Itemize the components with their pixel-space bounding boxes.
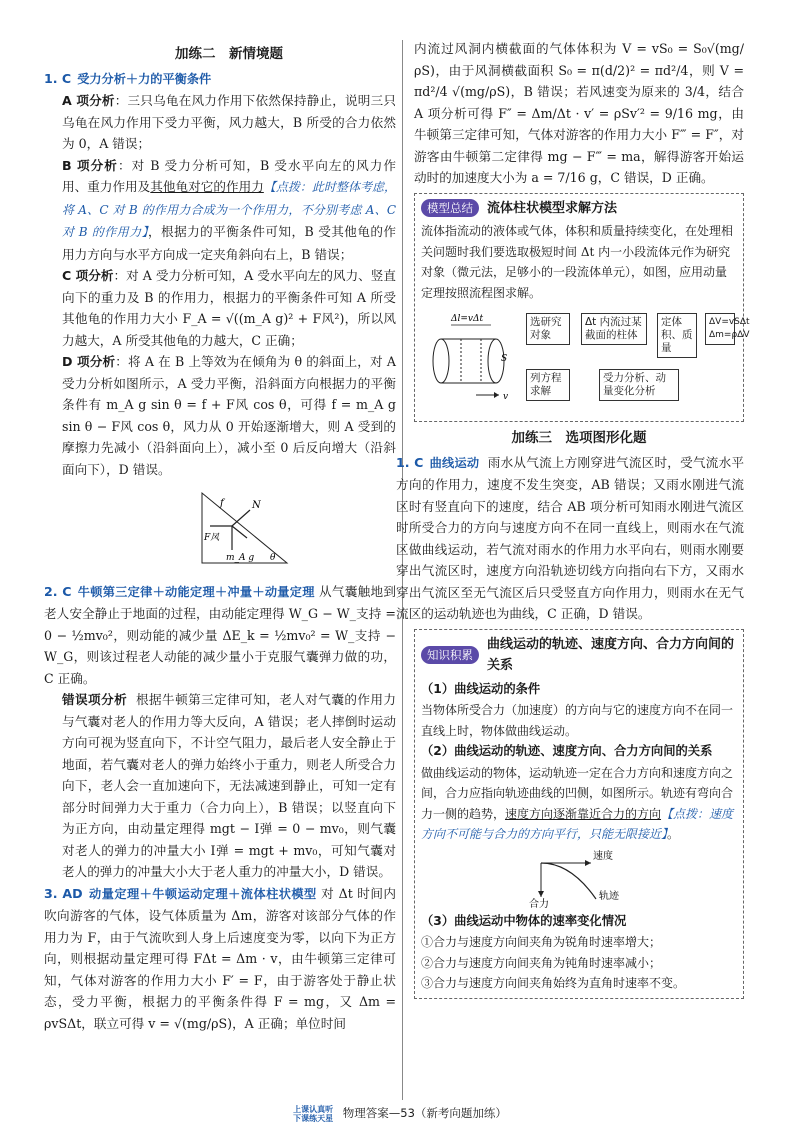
question-2 (44, 581, 397, 883)
model-summary-box (414, 193, 750, 423)
track-label: 轨迹 (599, 890, 619, 902)
option-d-label: D 项分析 (62, 354, 116, 369)
option-b-label: B 项分析 (62, 157, 118, 173)
knowledge-box (414, 629, 744, 999)
option-c-text: ：对 A 受力分析可知，A 受水平向左的风力、竖直向下的重力及 B 的作用力，根据力的平衡条件可知 A 所受其他龟的作用力大小 F_A = √((m_A g)² + F风²)，所以风力越大，A 所受其他龟的力越大，C 正确； (62, 268, 396, 348)
knowledge-badge: 知识积累 (421, 646, 479, 664)
flow-step-1: 选研究对象 (526, 313, 570, 345)
topic-tag: 受力分析＋力的平衡条件 (77, 71, 212, 86)
left-column (44, 38, 397, 1034)
delta-l-label: Δl=vΔt (451, 314, 484, 324)
question-3 (44, 883, 396, 1035)
knowledge-text-2a: 做曲线运动的物体，运动轨迹一定在合力方向和速度方向之间，合力应指向轨迹曲线的凹侧，如图所示。轨迹有弯向合力一侧的趋势， (421, 765, 734, 821)
knowledge-heading-1: （1）曲线运动的条件 (421, 681, 541, 696)
curve-motion-diagram (501, 847, 651, 909)
logo-line-1: 上课认真听 (293, 1104, 334, 1114)
q3-continued: 内流过风洞内横截面的气体体积为 V = vS₀ = S₀√(mg/ρS)，由于风洞横截面积 S₀ = π(d/2)² = πd²/4，则 V = πd²/4 √(mg/ρS)，B 错误；若风速变为原来的 3/4，结合 A 项分析可得 F″ = Δm/Δt · v′ = ρSv′² = 9/16 mg，由牛顿第三定律可知，气体对游客的作用力大小 F‴ = F″，对游客由牛顿第二定律得 mg − F‴ = ma，解得游客开始运动时的加速度大小为 a = 7/16 g，C 错误，D 正确。 (414, 41, 744, 185)
logo-line-2: 下课练天星 (293, 1113, 334, 1123)
wrong-option-text: 根据牛顿第三定律可知，老人对气囊的作用力与气囊对老人的作用力等大反向，A 错误；老人摔倒时运动方向可视为竖直向下，不计空气阻力，最后老人安全静止于地面，若气囊对老人的弹力始终小于重力，则老人所受合力向下，老人会一直加速向下，无法减速到静止，可知一定有部分时间弹力大于重力（合力向上），B 错误；以竖直向下为正方向，由动量定理得 mgt − I弹 = 0 − mv₀，则气囊对老人的弹力的冲量大小 I弹 = mgt + mv₀，可知气囊对老人的弹力的冲量大小大于老人重力的冲量大小，D 错误。 (62, 692, 397, 879)
wrong-option-label: 错误项分析 (62, 692, 128, 707)
answer-number: 2. C (44, 583, 72, 599)
section3-q1-text: 雨水从气流上方刚穿进气流区时，受气流水平方向的作用力，速度不发生突变，AB 错误；又雨水刚进气流区时有竖直向下的速度，结合 AB 项分析可知雨水刚进气流区时所受合力的方向与速度方向不在同一直线上，则雨水在气流区做曲线运动，若气流对雨水的作用力水平向右，则雨水刚要穿出气流区时，速度方向沿轨迹切线方向指向右下方，又雨水穿出气流区至无气流区后只受竖直方向作用力，则雨水在无气流区的运动轨迹也为曲线，C 正确，D 错误。 (396, 454, 744, 621)
topic-tag: 牛顿第三定律＋动能定理＋冲量＋动量定理 (77, 584, 315, 599)
option-c-label: C 项分析 (62, 268, 114, 283)
knowledge-title: 曲线运动的轨迹、速度方向、合力方向间的关系 (487, 636, 735, 673)
flow-step-6: 列方程求解 (526, 369, 570, 401)
answer-number: 1. C (396, 454, 424, 470)
question-1 (44, 68, 397, 581)
knowledge-item-1: ①合力与速度方向间夹角为锐角时速率增大； (421, 935, 662, 949)
option-b-text-1: ：对 B 受力分析可知，B 受水平向左的风力作用、重力作用及 (62, 157, 396, 194)
topic-tag: 曲线运动 (429, 455, 480, 470)
option-a-label: A 项分析 (62, 93, 115, 108)
incline-force-diagram (192, 488, 302, 568)
flow-step-2: Δt 内流过某截面的柱体 (581, 313, 647, 345)
option-b-text-2: ，根据力的平衡条件可知，B 受其他龟的作用力方向与水平方向成一定夹角斜向右上，B 错误； (62, 224, 396, 262)
section3-question-1 (396, 452, 744, 625)
q2-text: 从气囊触地到老人安全静止于地面的过程，由动能定理得 W_G − W_支持 = 0 − ½mv₀²，则动能的减少量 ΔE_k = ½mv₀² = W_支持 − W_G，则该过程老人动能的减少量小于克服气囊弹力做的功，C 正确。 (44, 583, 396, 686)
force-label: 合力 (529, 898, 549, 909)
s-label: S (501, 354, 508, 364)
label-n: N (252, 500, 261, 511)
label-gravity: m_A g (226, 553, 255, 563)
velocity-label: 速度 (593, 850, 613, 862)
knowledge-item-2: ②合力与速度方向间夹角为钝角时速率减小； (421, 955, 662, 970)
q3-text: 对 Δt 时间内吹向游客的气体，设气体质量为 Δm，游客对该部分气体的作用力为 F，由于气流吹到人身上后速度变为零，以向下为正方向，则根据动量定理可得 FΔt = Δm · v，由牛顿第三定律可知，气体对游客的作用力大小 F′ = F，由于游客处于静止状态，受力平衡，根据力的平衡条件得 F = mg，又 Δm = ρvSΔt，联立可得 v = √(mg/ρS)，A 正确；单位时间 (44, 885, 396, 1031)
section-title-3: 加练三 选项图形化题 (511, 430, 647, 446)
fluid-column-diagram (421, 311, 516, 406)
option-b-note: 【点拨：此时整体考虑，将 A、C 对 B 的作用力合成为一个作用力，不分别考虑 A、C 对 B 的作用力】 (62, 180, 397, 239)
knowledge-heading-3: （3）曲线运动中物体的速率变化情况 (421, 913, 627, 928)
knowledge-text-2 (421, 763, 737, 845)
label-theta: θ (270, 553, 276, 563)
footer-text: 物理答案—53（新考向题加练） (342, 1106, 507, 1120)
publisher-logo (293, 1105, 333, 1123)
flow-step-3: 定体积、质量 (657, 313, 697, 358)
knowledge-text-1: 当物体所受合力（加速度）的方向与它的速度方向不在同一直线上时，物体做曲线运动。 (421, 703, 734, 738)
knowledge-text-2b: 。 (667, 827, 680, 841)
flowchart (421, 307, 750, 417)
label-f: f (220, 498, 224, 509)
knowledge-note: 【点拨：速度方向不可能与合力的方向平行，只能无限接近】 (421, 806, 734, 841)
knowledge-item-3: ③合力与速度方向间夹角始终为直角时速率不变。 (421, 976, 686, 990)
model-summary-title: 流体柱状模型求解方法 (487, 200, 618, 216)
section-title-2: 加练二 新情境题 (175, 46, 283, 62)
model-summary-badge: 模型总结 (421, 199, 479, 217)
model-summary-text: 流体指流动的液体或气体，体积和质量持续变化，在处理相关问题时我们要选取极短时间 Δt 内一小段流体元作为研究对象（微元法，足够小的一段流体单元），如图，应用动量定理按照流程图求解。 (421, 224, 734, 300)
right-column (396, 38, 750, 1005)
flow-step-4: ΔV=vSΔt Δm=ρΔV (705, 313, 735, 345)
answer-number: 1. C (44, 70, 72, 86)
flow-step-5: 受力分析、动量变化分析 (599, 369, 679, 401)
option-b-underlined: 其他龟对它的作用力 (150, 179, 264, 194)
option-d-text: ：将 A 在 B 上等效为在倾角为 θ 的斜面上，对 A 受力分析如图所示，A 受力平衡，沿斜面方向根据力的平衡条件有 m_A g sin θ = f + F风 cos θ，可得 f = m_A g sin θ − F风 cos θ，风力从 0 开始逐渐增大，则 A 受到的摩擦力先减小（沿斜面向上），减小至 0 后反向增大（沿斜面向下），D 错误。 (62, 354, 396, 477)
label-wind: F风 (204, 533, 220, 543)
page-footer (0, 1103, 800, 1125)
answer-number: 3. AD (44, 885, 83, 901)
v-label: v (503, 392, 509, 402)
option-a-text: ：三只乌龟在风力作用下依然保持静止，说明三只乌龟在风力作用下受力平衡，风力越大，B 所受的合力依然为 0，A 错误； (62, 93, 396, 151)
knowledge-text-2-underlined: 速度方向逐渐靠近合力的方向 (505, 806, 662, 821)
topic-tag: 动量定理＋牛顿运动定理＋流体柱状模型 (88, 886, 317, 901)
knowledge-heading-2: （2）曲线运动的轨迹、速度方向、合力方向间的关系 (421, 744, 713, 758)
